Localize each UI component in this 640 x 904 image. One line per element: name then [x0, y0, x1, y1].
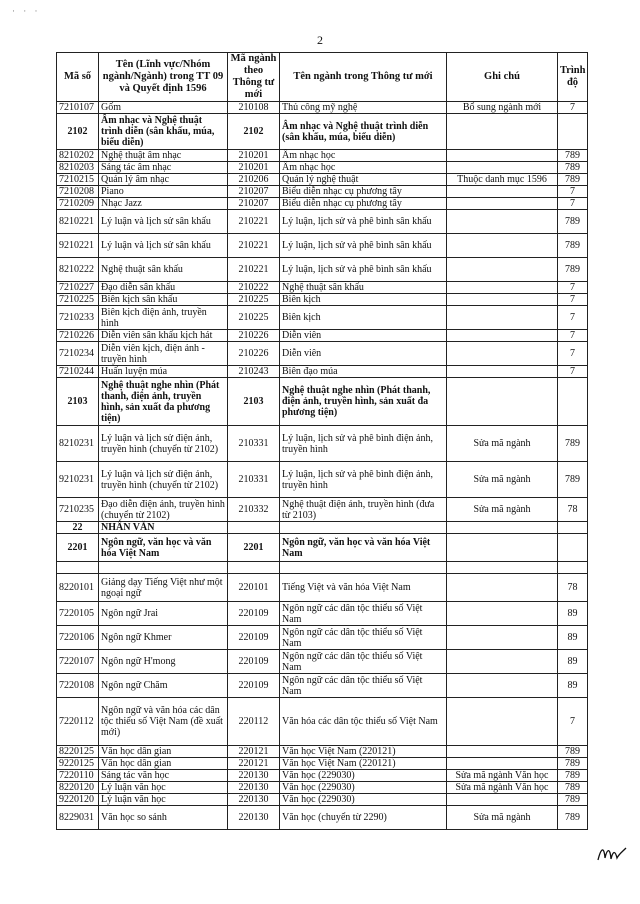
table-row	[57, 562, 588, 574]
table-row	[57, 650, 588, 674]
cell-ma-so: 7220112	[57, 698, 99, 746]
cell-ten-nganh-moi: Âm nhạc học	[280, 150, 447, 162]
cell-ma-nganh-moi: 220109	[228, 602, 280, 626]
cell-ma-nganh-moi: 210332	[228, 498, 280, 522]
cell-ma-nganh-moi: 220101	[228, 574, 280, 602]
cell-ten-nganh-cu: Âm nhạc và Nghệ thuật trình diễn (sân khấu, múa, biểu diễn)	[99, 114, 228, 150]
cell-ghi-chu	[447, 626, 558, 650]
table-row	[57, 306, 588, 330]
cell-ten-nganh-moi: Quản lý nghệ thuật	[280, 174, 447, 186]
cell-ten-nganh-moi: Lý luận, lịch sử và phê bình sân khấu	[280, 258, 447, 282]
cell-trinh-do: 89	[558, 650, 588, 674]
cell-ma-nganh-moi: 210221	[228, 258, 280, 282]
cell-ghi-chu	[447, 534, 558, 562]
cell-ten-nganh-cu: Quản lý âm nhạc	[99, 174, 228, 186]
cell-trinh-do: 7	[558, 282, 588, 294]
cell-ma-so: 7220108	[57, 674, 99, 698]
cell-ghi-chu	[447, 306, 558, 330]
cell-trinh-do: 789	[558, 234, 588, 258]
cell-ten-nganh-moi: Lý luận, lịch sử và phê bình sân khấu	[280, 234, 447, 258]
cell-ma-so: 9220120	[57, 794, 99, 806]
cell-ghi-chu	[447, 366, 558, 378]
cell-ma-so: 7210233	[57, 306, 99, 330]
cell-trinh-do: 7	[558, 330, 588, 342]
cell-ten-nganh-moi: Âm nhạc học	[280, 162, 447, 174]
cell-ghi-chu	[447, 234, 558, 258]
cell-ma-so: 9220125	[57, 758, 99, 770]
table-row	[57, 698, 588, 746]
cell-ghi-chu	[447, 330, 558, 342]
cell-ten-nganh-cu: NHÂN VĂN	[99, 522, 228, 534]
cell-trinh-do: 7	[558, 198, 588, 210]
cell-trinh-do: 7	[558, 306, 588, 330]
header-ma-so: Mã số	[57, 53, 99, 102]
cell-ten-nganh-cu: Ngôn ngữ H'mong	[99, 650, 228, 674]
cell-ma-so: 7210209	[57, 198, 99, 210]
cell-ten-nganh-cu: Đạo diễn sân khấu	[99, 282, 228, 294]
cell-ma-so: 7210107	[57, 102, 99, 114]
cell-ma-nganh-moi: 210226	[228, 330, 280, 342]
cell-ma-so: 7210234	[57, 342, 99, 366]
cell-trinh-do: 78	[558, 498, 588, 522]
cell-ghi-chu	[447, 602, 558, 626]
table-header-row	[57, 53, 588, 102]
cell-ghi-chu	[447, 794, 558, 806]
cell-trinh-do: 789	[558, 258, 588, 282]
cell-ghi-chu	[447, 574, 558, 602]
cell-ma-nganh-moi: 220121	[228, 746, 280, 758]
cell-ten-nganh-moi: Thủ công mỹ nghệ	[280, 102, 447, 114]
cell-ma-nganh-moi: 210207	[228, 186, 280, 198]
cell-ten-nganh-moi: Biểu diễn nhạc cụ phương tây	[280, 198, 447, 210]
cell-ten-nganh-moi: Nghệ thuật điện ảnh, truyền hình (đưa từ 2103)	[280, 498, 447, 522]
cell-ma-nganh-moi: 210221	[228, 234, 280, 258]
cell-ten-nganh-cu: Giảng dạy Tiếng Việt như một ngoại ngữ	[99, 574, 228, 602]
table-row	[57, 462, 588, 498]
cell-ten-nganh-moi: Biểu diễn nhạc cụ phương tây	[280, 186, 447, 198]
cell-ghi-chu	[447, 198, 558, 210]
cell-trinh-do: 789	[558, 806, 588, 830]
cell-ghi-chu	[447, 210, 558, 234]
table-row	[57, 626, 588, 650]
cell-ten-nganh-cu: Lý luận và lịch sử điện ảnh, truyền hình (chuyển từ 2102)	[99, 462, 228, 498]
cell-ten-nganh-moi: Ngôn ngữ các dân tộc thiểu số Việt Nam	[280, 650, 447, 674]
cell-ma-nganh-moi: 210331	[228, 426, 280, 462]
cell-ma-nganh-moi	[228, 562, 280, 574]
cell-ma-nganh-moi: 210222	[228, 282, 280, 294]
cell-ten-nganh-cu: Ngôn ngữ, văn học và văn hóa Việt Nam	[99, 534, 228, 562]
cell-ghi-chu	[447, 674, 558, 698]
cell-ten-nganh-cu: Nghệ thuật âm nhạc	[99, 150, 228, 162]
cell-ma-so	[57, 562, 99, 574]
cell-ten-nganh-moi: Ngôn ngữ các dân tộc thiểu số Việt Nam	[280, 626, 447, 650]
cell-ten-nganh-moi: Ngôn ngữ, văn học và văn hóa Việt Nam	[280, 534, 447, 562]
cell-trinh-do: 89	[558, 626, 588, 650]
cell-trinh-do: 789	[558, 426, 588, 462]
cell-ghi-chu	[447, 186, 558, 198]
cell-ghi-chu	[447, 562, 558, 574]
cell-ma-so: 7210215	[57, 174, 99, 186]
cell-ten-nganh-cu: Gốm	[99, 102, 228, 114]
cell-ghi-chu	[447, 282, 558, 294]
table-row	[57, 746, 588, 758]
table-row	[57, 806, 588, 830]
cell-trinh-do	[558, 114, 588, 150]
cell-ma-nganh-moi: 220109	[228, 650, 280, 674]
corner-mark: · · ·	[12, 6, 41, 16]
table-row	[57, 114, 588, 150]
cell-ma-nganh-moi: 220130	[228, 806, 280, 830]
cell-ten-nganh-moi: Tiếng Việt và văn hóa Việt Nam	[280, 574, 447, 602]
cell-trinh-do	[558, 562, 588, 574]
cell-ma-so: 7210227	[57, 282, 99, 294]
cell-ten-nganh-moi: Biên kịch	[280, 294, 447, 306]
cell-ten-nganh-cu: Piano	[99, 186, 228, 198]
cell-ma-so: 7210208	[57, 186, 99, 198]
cell-ten-nganh-cu: Lý luận và lịch sử sân khấu	[99, 234, 228, 258]
cell-ma-so: 2103	[57, 378, 99, 426]
cell-trinh-do: 7	[558, 294, 588, 306]
cell-ten-nganh-moi: Ngôn ngữ các dân tộc thiểu số Việt Nam	[280, 674, 447, 698]
cell-ten-nganh-moi: Văn hóa các dân tộc thiểu số Việt Nam	[280, 698, 447, 746]
cell-ma-nganh-moi: 2103	[228, 378, 280, 426]
major-mapping-table	[56, 52, 588, 830]
cell-ten-nganh-moi	[280, 562, 447, 574]
cell-ten-nganh-moi: Nghệ thuật sân khấu	[280, 282, 447, 294]
cell-ma-nganh-moi: 210108	[228, 102, 280, 114]
cell-trinh-do: 789	[558, 174, 588, 186]
table-row	[57, 602, 588, 626]
cell-ghi-chu	[447, 758, 558, 770]
cell-ma-nganh-moi: 210226	[228, 342, 280, 366]
cell-ma-nganh-moi: 220112	[228, 698, 280, 746]
cell-ten-nganh-cu: Diễn viên sân khấu kịch hát	[99, 330, 228, 342]
cell-ten-nganh-moi: Nghệ thuật nghe nhìn (Phát thanh, điện ảnh, truyền hình, sản xuất đa phương tiện)	[280, 378, 447, 426]
cell-ten-nganh-moi: Lý luận, lịch sử và phê bình điện ảnh, truyền hình	[280, 462, 447, 498]
cell-ma-so: 7220107	[57, 650, 99, 674]
table-row	[57, 330, 588, 342]
cell-trinh-do: 7	[558, 342, 588, 366]
cell-ma-nganh-moi: 2102	[228, 114, 280, 150]
table-row	[57, 102, 588, 114]
table-row	[57, 174, 588, 186]
cell-ghi-chu	[447, 162, 558, 174]
cell-ghi-chu	[447, 150, 558, 162]
cell-ma-so: 2102	[57, 114, 99, 150]
cell-ma-nganh-moi: 220109	[228, 674, 280, 698]
cell-trinh-do: 7	[558, 186, 588, 198]
cell-trinh-do: 89	[558, 602, 588, 626]
cell-trinh-do: 789	[558, 782, 588, 794]
table-row	[57, 378, 588, 426]
cell-ma-nganh-moi: 210201	[228, 162, 280, 174]
table-row	[57, 522, 588, 534]
cell-ghi-chu	[447, 342, 558, 366]
cell-ghi-chu	[447, 258, 558, 282]
table-row	[57, 186, 588, 198]
cell-ten-nganh-moi: Biên đạo múa	[280, 366, 447, 378]
cell-trinh-do: 789	[558, 210, 588, 234]
cell-trinh-do: 789	[558, 746, 588, 758]
cell-ghi-chu: Sửa mã ngành Văn học	[447, 770, 558, 782]
header-ghi-chu: Ghi chú	[447, 53, 558, 102]
cell-ma-nganh-moi: 220130	[228, 770, 280, 782]
cell-ghi-chu: Thuộc danh mục 1596	[447, 174, 558, 186]
cell-ten-nganh-cu: Lý luận và lịch sử sân khấu	[99, 210, 228, 234]
header-ten-nganh-cu: Tên (Lĩnh vực/Nhóm ngành/Ngành) trong TT 09 và Quyết định 1596	[99, 53, 228, 102]
table-row	[57, 674, 588, 698]
cell-ghi-chu: Sửa mã ngành	[447, 498, 558, 522]
cell-ma-nganh-moi: 220121	[228, 758, 280, 770]
table-row	[57, 162, 588, 174]
cell-ten-nganh-cu: Sáng tác âm nhạc	[99, 162, 228, 174]
cell-ma-so: 7210235	[57, 498, 99, 522]
cell-ten-nganh-cu: Nhạc Jazz	[99, 198, 228, 210]
cell-ma-nganh-moi: 210201	[228, 150, 280, 162]
cell-ghi-chu	[447, 698, 558, 746]
table-row	[57, 534, 588, 562]
cell-ten-nganh-moi: Âm nhạc và Nghệ thuật trình diễn (sân khấu, múa, biểu diễn)	[280, 114, 447, 150]
cell-ten-nganh-moi: Văn học (229030)	[280, 770, 447, 782]
table-row	[57, 294, 588, 306]
cell-trinh-do	[558, 378, 588, 426]
table-row	[57, 366, 588, 378]
table-row	[57, 342, 588, 366]
cell-ghi-chu: Sửa mã ngành Văn học	[447, 782, 558, 794]
table-row	[57, 758, 588, 770]
table-body	[57, 102, 588, 830]
cell-ten-nganh-cu: Lý luận và lịch sử điện ảnh, truyền hình (chuyển từ 2102)	[99, 426, 228, 462]
table-row	[57, 770, 588, 782]
cell-ghi-chu: Sửa mã ngành	[447, 462, 558, 498]
table-row	[57, 210, 588, 234]
cell-ten-nganh-moi	[280, 522, 447, 534]
cell-ten-nganh-moi: Văn học (chuyển từ 2290)	[280, 806, 447, 830]
cell-ma-so: 7210244	[57, 366, 99, 378]
cell-ma-so: 7220106	[57, 626, 99, 650]
cell-ma-nganh-moi: 210331	[228, 462, 280, 498]
cell-ma-nganh-moi: 210207	[228, 198, 280, 210]
cell-ma-nganh-moi: 220130	[228, 794, 280, 806]
cell-ma-nganh-moi: 210225	[228, 294, 280, 306]
cell-ghi-chu	[447, 294, 558, 306]
table-row	[57, 198, 588, 210]
cell-trinh-do: 89	[558, 674, 588, 698]
header-ma-nganh-moi: Mã ngành theo Thông tư mới	[228, 53, 280, 102]
cell-ten-nganh-cu: Sáng tác văn học	[99, 770, 228, 782]
table-row	[57, 782, 588, 794]
cell-ten-nganh-moi: Văn học (229030)	[280, 782, 447, 794]
cell-ten-nganh-moi: Lý luận, lịch sử và phê bình sân khấu	[280, 210, 447, 234]
cell-ma-so: 7210226	[57, 330, 99, 342]
cell-ten-nganh-cu: Huấn luyện múa	[99, 366, 228, 378]
cell-ten-nganh-cu: Nghệ thuật sân khấu	[99, 258, 228, 282]
cell-ten-nganh-cu: Ngôn ngữ Chăm	[99, 674, 228, 698]
table-row	[57, 150, 588, 162]
table-row	[57, 426, 588, 462]
cell-ten-nganh-cu: Diễn viên kịch, điện ảnh - truyền hình	[99, 342, 228, 366]
cell-ghi-chu: Sửa mã ngành	[447, 806, 558, 830]
cell-ma-nganh-moi: 2201	[228, 534, 280, 562]
cell-trinh-do: 7	[558, 366, 588, 378]
table-row	[57, 498, 588, 522]
cell-ten-nganh-cu: Ngôn ngữ và văn hóa các dân tộc thiểu số Việt Nam (đề xuất mới)	[99, 698, 228, 746]
cell-ten-nganh-cu: Lý luận văn học	[99, 782, 228, 794]
cell-ten-nganh-moi: Văn học Việt Nam (220121)	[280, 758, 447, 770]
cell-ten-nganh-moi: Diễn viên	[280, 330, 447, 342]
signature-mark	[596, 842, 628, 864]
table-row	[57, 234, 588, 258]
cell-ten-nganh-cu: Văn học dân gian	[99, 746, 228, 758]
cell-ten-nganh-cu: Biên kịch điện ảnh, truyền hình	[99, 306, 228, 330]
cell-ten-nganh-moi: Văn học Việt Nam (220121)	[280, 746, 447, 758]
cell-ma-so: 8220101	[57, 574, 99, 602]
cell-ma-so: 22	[57, 522, 99, 534]
cell-trinh-do: 789	[558, 150, 588, 162]
cell-ma-so: 7210225	[57, 294, 99, 306]
cell-ten-nganh-cu: Văn học dân gian	[99, 758, 228, 770]
cell-trinh-do	[558, 522, 588, 534]
cell-ma-nganh-moi	[228, 522, 280, 534]
cell-ma-nganh-moi: 220130	[228, 782, 280, 794]
cell-ten-nganh-cu: Lý luận văn học	[99, 794, 228, 806]
cell-ten-nganh-moi: Biên kịch	[280, 306, 447, 330]
cell-ten-nganh-cu: Văn học so sánh	[99, 806, 228, 830]
cell-trinh-do: 7	[558, 102, 588, 114]
cell-trinh-do	[558, 534, 588, 562]
cell-ma-so: 8220125	[57, 746, 99, 758]
cell-ma-so: 8220120	[57, 782, 99, 794]
cell-ten-nganh-cu: Ngôn ngữ Jrai	[99, 602, 228, 626]
cell-trinh-do: 789	[558, 770, 588, 782]
header-ten-nganh-moi: Tên ngành trong Thông tư mới	[280, 53, 447, 102]
cell-ghi-chu	[447, 114, 558, 150]
table-row	[57, 258, 588, 282]
cell-ma-so: 8210231	[57, 426, 99, 462]
cell-trinh-do: 789	[558, 758, 588, 770]
cell-ghi-chu	[447, 522, 558, 534]
cell-ma-nganh-moi: 220109	[228, 626, 280, 650]
cell-ghi-chu: Bổ sung ngành mới	[447, 102, 558, 114]
cell-ma-so: 9210231	[57, 462, 99, 498]
cell-ma-so: 8210202	[57, 150, 99, 162]
cell-ma-so: 8210203	[57, 162, 99, 174]
cell-ghi-chu	[447, 746, 558, 758]
cell-ten-nganh-moi: Diễn viên	[280, 342, 447, 366]
cell-ma-so: 8210221	[57, 210, 99, 234]
cell-ten-nganh-moi: Lý luận, lịch sử và phê bình điện ảnh, truyền hình	[280, 426, 447, 462]
cell-ma-so: 8229031	[57, 806, 99, 830]
cell-ma-so: 7220110	[57, 770, 99, 782]
cell-ten-nganh-cu: Biên kịch sân khấu	[99, 294, 228, 306]
cell-ma-so: 8210222	[57, 258, 99, 282]
cell-trinh-do: 789	[558, 794, 588, 806]
page-number: 2	[317, 33, 323, 47]
cell-ten-nganh-cu: Đạo diễn điện ảnh, truyền hình (chuyển từ 2102)	[99, 498, 228, 522]
cell-ma-nganh-moi: 210225	[228, 306, 280, 330]
cell-ten-nganh-cu: Ngôn ngữ Khmer	[99, 626, 228, 650]
cell-ghi-chu	[447, 378, 558, 426]
cell-ma-nganh-moi: 210243	[228, 366, 280, 378]
cell-trinh-do: 78	[558, 574, 588, 602]
header-trinh-do: Trình độ	[558, 53, 588, 102]
table-row	[57, 282, 588, 294]
cell-ten-nganh-cu: Nghệ thuật nghe nhìn (Phát thanh, điện ảnh, truyền hình, sản xuất đa phương tiện)	[99, 378, 228, 426]
cell-ma-nganh-moi: 210206	[228, 174, 280, 186]
cell-ten-nganh-moi: Ngôn ngữ các dân tộc thiểu số Việt Nam	[280, 602, 447, 626]
cell-trinh-do: 789	[558, 462, 588, 498]
cell-ma-so: 2201	[57, 534, 99, 562]
cell-ten-nganh-moi: Văn học (229030)	[280, 794, 447, 806]
cell-ma-so: 7220105	[57, 602, 99, 626]
cell-trinh-do: 789	[558, 162, 588, 174]
cell-ten-nganh-cu	[99, 562, 228, 574]
table-row	[57, 574, 588, 602]
cell-ghi-chu	[447, 650, 558, 674]
cell-ma-so: 9210221	[57, 234, 99, 258]
cell-ma-nganh-moi: 210221	[228, 210, 280, 234]
cell-trinh-do: 7	[558, 698, 588, 746]
cell-ghi-chu: Sửa mã ngành	[447, 426, 558, 462]
table-row	[57, 794, 588, 806]
